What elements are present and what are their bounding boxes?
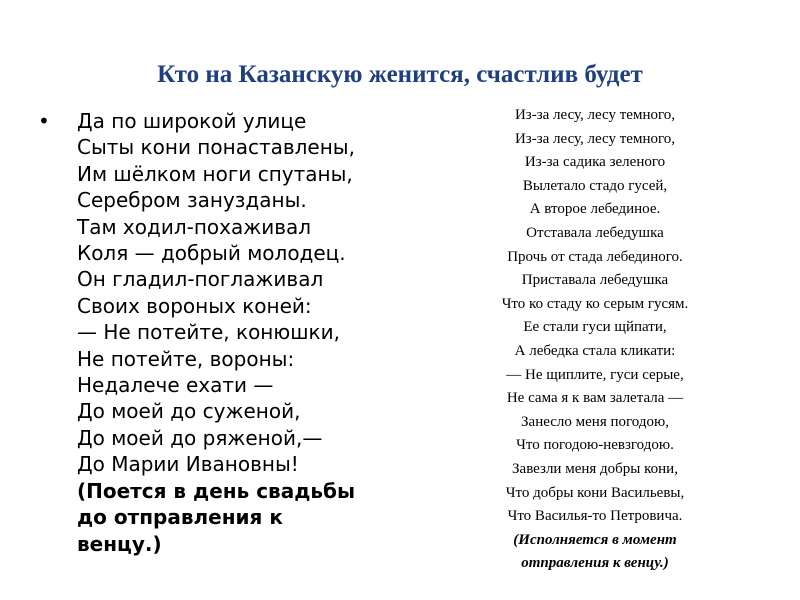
verse-line: До моей до суженой, — [77, 399, 301, 424]
verse-line: До моей до ряженой,— — [77, 425, 323, 450]
right-column — [440, 104, 750, 576]
verse-line: Серебром занузданы. — [77, 188, 307, 213]
verse-line: Не сама я к вам залетала — — [506, 390, 684, 407]
performance-note-line: венцу.) — [77, 531, 162, 556]
verse-line: — Не потейте, конюшки, — [77, 320, 340, 345]
bullet-marker: • — [38, 109, 50, 133]
verse-line: Что добры кони Васильевы, — [505, 484, 685, 501]
verse-line: Там ходил-похаживал — [77, 214, 312, 239]
verse-line: Вылетало стадо гусей, — [522, 177, 668, 194]
performance-note-line: отправления к венцу.) — [521, 555, 669, 572]
verse-line: Отставала лебедушка — [526, 224, 664, 241]
verse-line: Своих вороных коней: — [77, 293, 312, 318]
verse-line: А лебедка стала кликати: — [514, 342, 676, 359]
verse-line: Ее стали гуси щйпати, — [523, 319, 667, 336]
verse-line: Занесло меня погодою, — [521, 413, 669, 430]
verse-line: Недалече ехати — — [77, 373, 274, 398]
verse-line: Прочь от стада лебединого. — [507, 248, 683, 265]
verse-line: Что Василья-то Петровича. — [507, 508, 683, 525]
verse-line: Из-за лесу, лесу темного, — [514, 107, 676, 123]
verse-line: Да по широкой улице — [77, 109, 307, 133]
verse-line: Приставала лебедушка — [521, 272, 669, 289]
verse-line: Из-за садика зеленого — [524, 154, 666, 171]
verse-line: До Марии Ивановны! — [77, 452, 299, 477]
verse-line: Коля — добрый молодец. — [77, 241, 346, 266]
verse-line: — Не щиплите, гуси серые, — [506, 366, 684, 383]
performance-note-line: (Поется в день свадьбы — [77, 478, 356, 503]
verse-line: Не потейте, вороны: — [77, 346, 295, 371]
verse-line: Из-за лесу, лесу темного, — [514, 130, 676, 147]
verse-line: Им шёлком ноги спутаны, — [77, 161, 353, 186]
verse-line: Он гладил-поглаживал — [77, 267, 324, 292]
verse-line: Что ко стаду ко серым гусям. — [501, 295, 689, 312]
left-verse — [77, 108, 437, 557]
slide-title: Кто на Казанскую женится, счастлив будет — [157, 61, 643, 88]
performance-note-line: (Исполняется в момент — [513, 531, 677, 548]
verse-line: Завезли меня добры кони, — [512, 460, 678, 477]
performance-note-line: до отправления к — [77, 505, 283, 530]
verse-line: А второе лебединое. — [529, 201, 661, 218]
verse-line: Сыты кони понаставлены, — [77, 135, 355, 160]
verse-line: Что погодою-невзгодою. — [516, 437, 674, 454]
